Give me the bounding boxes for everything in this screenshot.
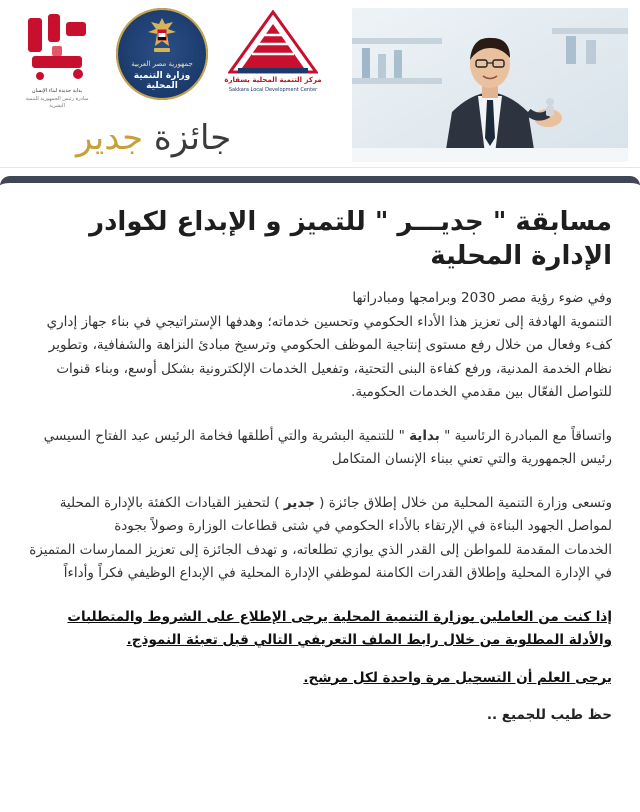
bedaya-logo [18,12,96,112]
sakkara-center-logo [222,10,324,110]
single-registration-notice: يرجى العلم أن التسجيل مرة واحدة لكل مرشح. [303,669,612,686]
pyramid-icon [228,10,318,74]
closing-text: حظ طيب للجميع .. [486,707,612,723]
bedaya-caption: بداية جديدة لبناء الإنسان [31,88,83,94]
award-paragraph-start: وتسعى وزارة التنمية المحلية من خلال إطلاق جائزة ( [314,494,612,511]
center-name-en: Sakkara Local Development Center [228,87,318,93]
award-name: جدير [76,118,144,158]
intro-paragraph: التنموية الهادفة إلى تعزيز هذا الأداء الحكومي وتحسين خدماته؛ وهدفها الإستراتيجي في بناء جهاز إداري كفء وفعال من خلال رفع مستوى إنتاجية الموظف الحكومي وترسيخ مبادئ النزاهة والشفافية، وتطوير نظام الخدمة المدنية، ورفع كفاءة البنى التحتية، وتفعيل الخدمات الإلكترونية بشكل أوسع، وبناء قنوات للتواصل الفعّال بين مقدمي الخدمات الحكومية. [46,313,612,400]
award-name-inline: جدير [283,494,315,511]
goals-paragraph: الخدمات المقدمة للمواطن إلى القدر الذي يوازي تطلعاته، و تهدف الجائزة إلى تعزيز الممارسات المتميزة في الإدارة المحلية وإطلاق القدرات الكامنة لموظفي الإدارة المحلية في الإبداع الوظيفي فكراً وأداءاً [29,541,612,581]
content-card [0,176,640,812]
bedaya-paragraph [20,425,612,472]
page-title: مسابقة " جديـــر " للتميز و الإبداع لكوادر الإدارة المحلية [89,207,612,271]
award-paragraph [20,492,612,539]
award-word: جائزة [153,118,232,158]
award-title [76,116,276,160]
businessman-photo [352,8,628,162]
intro-line: وفي ضوء رؤية مصر 2030 وبرامجها ومبادراتها [352,290,612,306]
ministry-logo [116,8,208,100]
eagle-icon [146,16,178,56]
header-banner [0,0,640,168]
award-paragraph-end: ) لتحفيز القيادات الكفئة بالإدارة المحلية لمواصل الجهود البناءة في الإرتقاء بالأداء الحكومي في شتى قطاعات الوزارة وصولاً بجودة [59,494,612,534]
bedaya-paragraph-end: " للتنمية البشرية والتي أطلقها فخامة الرئيس عبد الفتاح السيسي رئيس الجمهورية والتي تعني ببناء الإنسان المتكامل [43,427,612,467]
bedaya-subcaption: مبادرة رئيس الجمهورية للتنمية البشرية [25,96,89,109]
ministry-country-text: جمهورية مصر العربية [131,60,193,68]
bedaya-logo-mark [22,12,92,84]
ministry-name-text: وزارة التنمية المحلية [133,71,191,91]
center-name-ar: مركز التنمية المحلية بسقارة [224,76,322,84]
bedaya-paragraph-start: واتساقاً مع المبادرة الرئاسية " [439,427,612,444]
requirements-link[interactable]: إذا كنت من العاملين بوزارة التنمية المحلية يرجى الإطلاع على الشروط والمتطلبات والأدلة المطلوبة من خلال رابط الملف التعريفي التالي قبل تعبئة النموذج. [67,608,612,648]
bedaya-initiative-name: بداية [409,427,440,444]
article-body [20,205,612,728]
